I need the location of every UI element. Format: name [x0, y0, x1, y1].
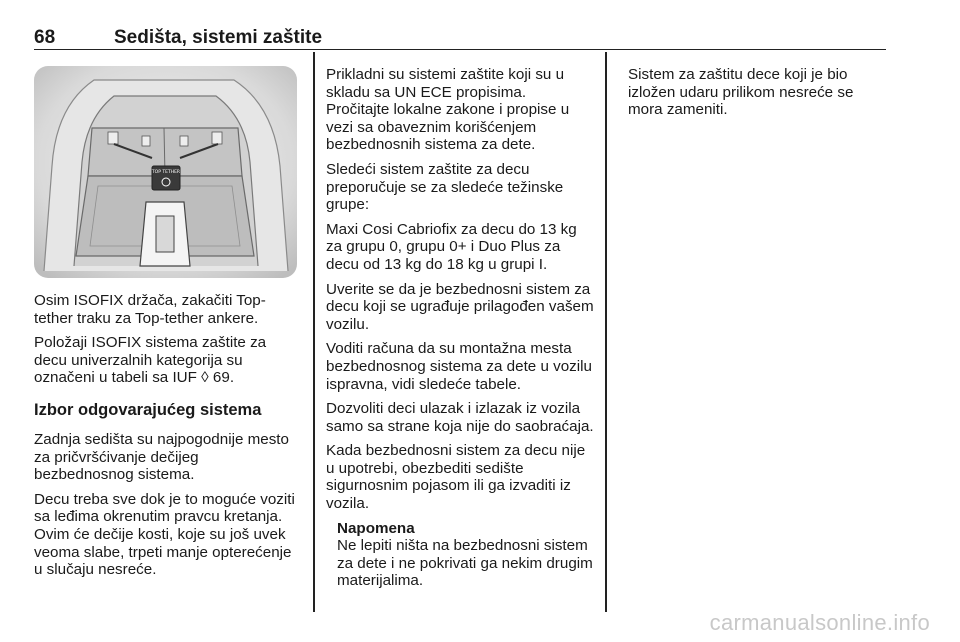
cross-reference-arrow-icon: ◊	[201, 369, 209, 387]
column-divider-left	[313, 52, 315, 612]
paragraph: Decu treba sve dok je to moguće voziti sa leđima okrenutim pravcu kretanja. Ovim će dečije kosti, koje su još uvek veoma slabe, trpeti manje opterećenje u slučaju nesreće.	[34, 490, 295, 579]
watermark-text: carmanualsonline.info	[709, 610, 930, 635]
cargo-area-illustration	[34, 66, 297, 278]
top-tether-label: TOP TETHER	[151, 170, 181, 175]
paragraph: Uverite se da je bezbednosni sistem za decu koji se ugrađuje prilagođen vašem vozilu.	[326, 280, 594, 333]
note-text: Ne lepiti ništa na bezbednosni sistem za dete i ne pokrivati ga nekim drugim materijalima.	[337, 537, 593, 590]
note-box	[326, 520, 596, 590]
note-title: Napomena	[337, 519, 415, 537]
paragraph-text: Položaji ISOFIX sistema zaštite za decu univerzalnih kategorija su označeni u tabeli sa IUF	[34, 334, 267, 387]
paragraph: Sistem za zaštitu dece koji je bio izložen udaru prilikom nesreće se mora zameniti.	[628, 66, 854, 119]
paragraph: Maxi Cosi Cabriofix za decu do 13 kg za grupu 0, grupu 0+ i Duo Plus za decu od 13 kg do 18 kg u grupi I.	[326, 220, 577, 273]
paragraph: Pročitajte lokalne zakone i propise u vezi sa obaveznim korišćenjem bezbednosnih sistema za dete.	[326, 101, 570, 154]
paragraph: Sledeći sistem zaštite za decu preporučuje se za sledeće težinske grupe:	[326, 160, 564, 214]
page-number: 68	[34, 27, 56, 48]
paragraph: Osim ISOFIX držača, zakačiti Top-tether traku za Top-tether ankere.	[34, 292, 266, 327]
section-heading: Izbor odgovarajućeg sistema	[34, 400, 262, 419]
column-3	[628, 66, 886, 126]
column-divider-right	[605, 52, 607, 612]
page-reference-link[interactable]: 69.	[212, 369, 235, 387]
paragraph: Zadnja sedišta su najpogodnije mesto za pričvršćivanje dečijeg bezbednosnog sistema.	[34, 430, 289, 484]
column-2	[326, 66, 596, 590]
paragraph: Prikladni su sistemi zaštite koji su u skladu sa UN ECE propisima.	[326, 66, 565, 101]
column-1	[34, 292, 302, 586]
paragraph: Kada bezbednosni sistem za decu nije u upotrebi, obezbediti sedište sigurnosnim pojasom ili ga izvaditi iz vozila.	[326, 442, 586, 513]
page-header	[34, 27, 886, 50]
page-title: Sedišta, sistemi zaštite	[114, 27, 323, 48]
paragraph: Dozvoliti deci ulazak i izlazak iz vozila samo sa strane koja nije do saobraćaja.	[326, 400, 594, 435]
paragraph: Voditi računa da su montažna mesta bezbednosnog sistema za dete u vozilu ispravna, vidi sledeće tabele.	[326, 340, 592, 393]
paragraph-isofix-ref	[34, 334, 302, 387]
